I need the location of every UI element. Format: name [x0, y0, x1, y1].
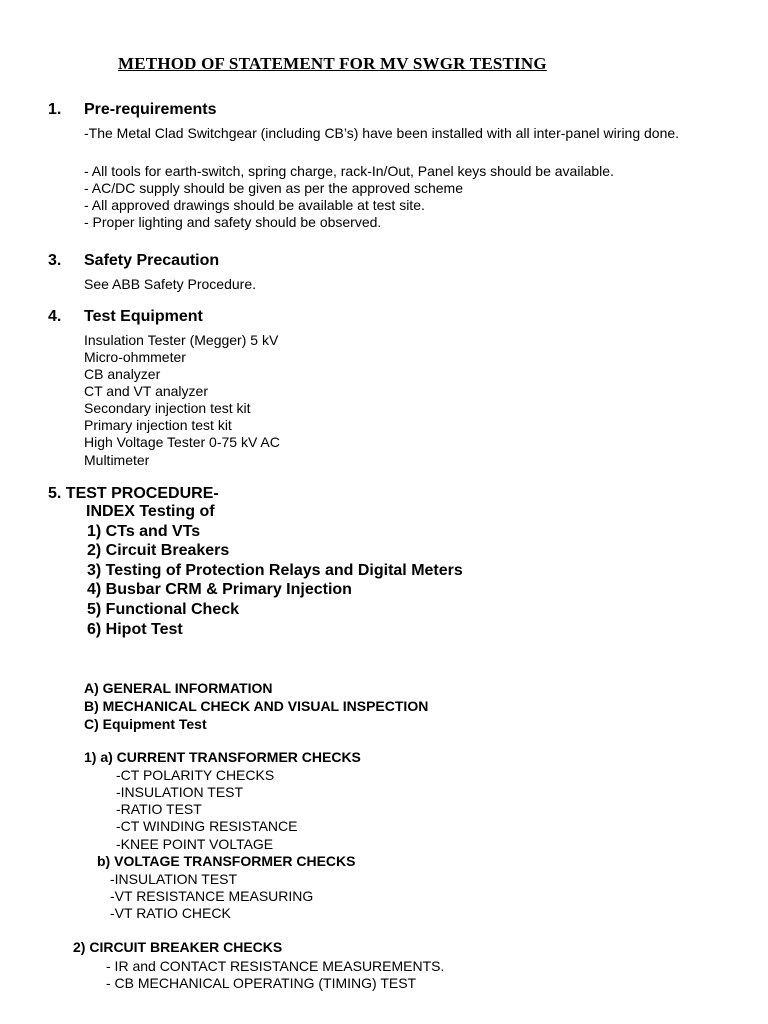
- equipment-item: Primary injection test kit: [84, 417, 232, 433]
- equipment-item: Secondary injection test kit: [84, 400, 251, 416]
- index-item: 1) CTs and VTs: [87, 523, 201, 540]
- section-1-line-5: - Proper lighting and safety should be observed.: [84, 214, 382, 230]
- document-title: METHOD OF STATEMENT FOR MV SWGR TESTING: [118, 54, 547, 73]
- section-4-number: 4.: [48, 308, 62, 325]
- ct-checks-heading: 1) a) CURRENT TRANSFORMER CHECKS: [84, 749, 361, 765]
- section-1-line-3: - AC/DC supply should be given as per the approved scheme: [84, 180, 463, 196]
- general-item-a: A) GENERAL INFORMATION: [84, 680, 273, 696]
- ct-check-item: -KNEE POINT VOLTAGE: [116, 836, 274, 852]
- section-1-line-4: - All approved drawings should be available at test site.: [84, 197, 425, 213]
- section-1-number: 1.: [48, 101, 62, 118]
- section-3-heading: Safety Precaution: [84, 252, 220, 269]
- section-3-number: 3.: [48, 252, 62, 269]
- vt-check-item: -VT RESISTANCE MEASURING: [110, 888, 314, 904]
- equipment-item: High Voltage Tester 0-75 kV AC: [84, 434, 280, 450]
- index-item: 3) Testing of Protection Relays and Digital Meters: [87, 562, 463, 579]
- cb-check-item: - CB MECHANICAL OPERATING (TIMING) TEST: [106, 975, 417, 991]
- vt-check-item: -INSULATION TEST: [110, 871, 238, 887]
- section-4-heading: Test Equipment: [84, 308, 203, 325]
- equipment-item: Micro-ohmmeter: [84, 349, 186, 365]
- index-item: 6) Hipot Test: [87, 621, 183, 638]
- equipment-item: CB analyzer: [84, 366, 161, 382]
- equipment-item: CT and VT analyzer: [84, 383, 208, 399]
- vt-checks-heading: b) VOLTAGE TRANSFORMER CHECKS: [97, 853, 356, 869]
- vt-check-item: -VT RATIO CHECK: [110, 905, 231, 921]
- section-5-heading: 5. TEST PROCEDURE-: [48, 485, 219, 502]
- equipment-item: Insulation Tester (Megger) 5 kV: [84, 332, 279, 348]
- section-1-line-2: - All tools for earth-switch, spring charge, rack-In/Out, Panel keys should be available.: [84, 163, 614, 179]
- cb-checks-heading: 2) CIRCUIT BREAKER CHECKS: [73, 939, 283, 955]
- index-heading: INDEX Testing of: [86, 503, 215, 520]
- ct-check-item: -CT WINDING RESISTANCE: [116, 818, 298, 834]
- ct-check-item: -INSULATION TEST: [116, 784, 244, 800]
- index-item: 5) Functional Check: [87, 601, 240, 618]
- section-3-line-1: See ABB Safety Procedure.: [84, 276, 256, 292]
- cb-check-item: - IR and CONTACT RESISTANCE MEASUREMENTS.: [106, 958, 445, 974]
- ct-check-item: -CT POLARITY CHECKS: [116, 767, 275, 783]
- general-item-c: C) Equipment Test: [84, 716, 207, 732]
- ct-check-item: -RATIO TEST: [116, 801, 202, 817]
- section-1-heading: Pre-requirements: [84, 101, 217, 118]
- index-item: 2) Circuit Breakers: [87, 542, 230, 559]
- general-item-b: B) MECHANICAL CHECK AND VISUAL INSPECTION: [84, 698, 429, 714]
- index-item: 4) Busbar CRM & Primary Injection: [87, 581, 352, 598]
- section-1-line-1: -The Metal Clad Switchgear (including CB’s) have been installed with all inter-panel wiring done.: [84, 125, 680, 141]
- equipment-item: Multimeter: [84, 452, 150, 468]
